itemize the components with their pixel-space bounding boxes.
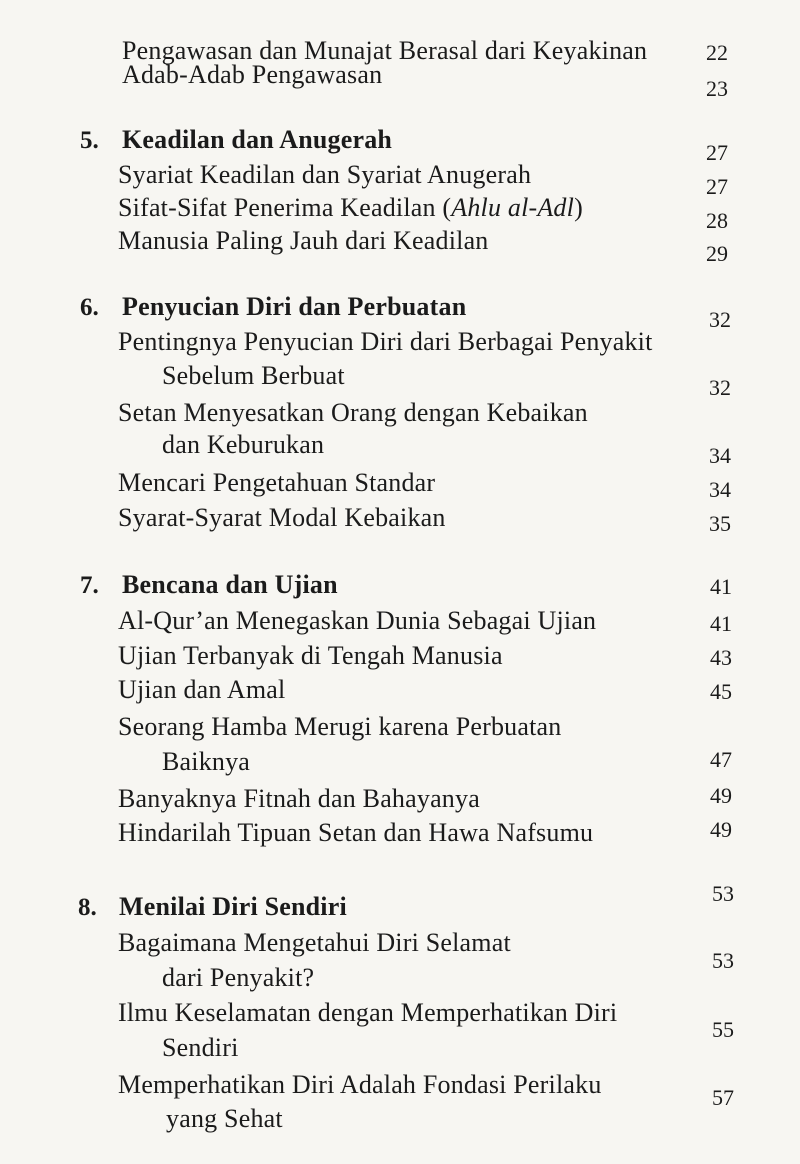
toc-entry-title: Syarat-Syarat Modal Kebaikan <box>118 503 446 532</box>
toc-entry-page: 47 <box>710 747 732 772</box>
toc-entry-title: Pentingnya Penyucian Diri dari Berbagai Penyakit <box>118 327 653 356</box>
toc-entry-title: Seorang Hamba Merugi karena Perbuatan <box>118 712 562 741</box>
chapter-page: 53 <box>712 881 734 906</box>
toc-entry-title: Ujian Terbanyak di Tengah Manusia <box>118 641 503 670</box>
toc-entry-page: 57 <box>712 1085 734 1110</box>
toc-entry-page: 23 <box>706 76 728 101</box>
toc-entry-italic: Ahlu al-Adl <box>451 193 575 222</box>
toc-entry-title: Memperhatikan Diri Adalah Fondasi Perilaku <box>118 1070 602 1099</box>
toc-entry-title: Pengawasan dan Munajat Berasal dari Keyakinan <box>122 36 648 65</box>
toc-entry-page: 28 <box>706 208 728 233</box>
toc-entry-page: 27 <box>706 174 728 199</box>
toc-entry-title: Setan Menyesatkan Orang dengan Kebaikan <box>118 398 588 427</box>
toc-entry-page: 32 <box>709 375 731 400</box>
toc-entry-title: Mencari Pengetahuan Standar <box>118 468 436 497</box>
chapter-page: 27 <box>706 140 728 165</box>
chapter-title: Menilai Diri Sendiri <box>119 892 347 921</box>
chapter-number: 7. <box>80 572 99 599</box>
toc-entry-title: Bagaimana Mengetahui Diri Selamat <box>118 928 511 957</box>
toc-entry-title: Hindarilah Tipuan Setan dan Hawa Nafsumu <box>118 818 594 847</box>
toc-entry-title-cont: dan Keburukan <box>162 430 325 459</box>
toc-entry-title: Manusia Paling Jauh dari Keadilan <box>118 226 489 255</box>
chapter-title: Penyucian Diri dan Perbuatan <box>122 292 467 321</box>
toc-entry-title-cont: dari Penyakit? <box>162 963 315 992</box>
toc-entry-title: Adab-Adab Pengawasan <box>122 60 383 89</box>
toc-entry-page: 29 <box>706 241 728 266</box>
toc-entry-page: 35 <box>709 511 731 536</box>
toc-entry-title-cont: Baiknya <box>162 747 251 776</box>
toc-entry-page: 55 <box>712 1017 734 1042</box>
toc-entry-title: Sifat-Sifat Penerima Keadilan (Ahlu al-Adl) <box>118 193 583 222</box>
chapter-number: 5. <box>80 127 99 154</box>
toc-entry-page: 34 <box>709 477 731 502</box>
toc-entry-title: Syariat Keadilan dan Syariat Anugerah <box>118 160 532 189</box>
toc-entry-page: 22 <box>706 40 728 65</box>
toc-entry-title: Ujian dan Amal <box>118 675 286 704</box>
toc-entry-page: 49 <box>710 783 732 808</box>
toc-entry-title-cont: Sebelum Berbuat <box>162 361 345 390</box>
toc-entry-page: 43 <box>710 645 732 670</box>
toc-entry-page: 41 <box>710 611 732 636</box>
chapter-page: 32 <box>709 307 731 332</box>
toc-entry-page: 53 <box>712 948 734 973</box>
toc-entry-page: 45 <box>710 679 732 704</box>
toc-entry-page: 34 <box>709 443 731 468</box>
chapter-number: 8. <box>78 894 97 921</box>
toc-entry-page: 49 <box>710 817 732 842</box>
toc-entry-title: Ilmu Keselamatan dengan Memperhatikan Diri <box>118 998 618 1027</box>
toc-entry-title: Banyaknya Fitnah dan Bahayanya <box>118 784 480 813</box>
toc-entry-title: Al-Qur’an Menegaskan Dunia Sebagai Ujian <box>118 606 597 635</box>
chapter-title: Bencana dan Ujian <box>122 570 338 599</box>
toc-entry-title-cont: Sendiri <box>162 1033 239 1062</box>
chapter-title: Keadilan dan Anugerah <box>122 125 393 154</box>
toc-entry-title-cont: yang Sehat <box>166 1104 283 1133</box>
chapter-number: 6. <box>80 294 99 321</box>
chapter-page: 41 <box>710 574 732 599</box>
